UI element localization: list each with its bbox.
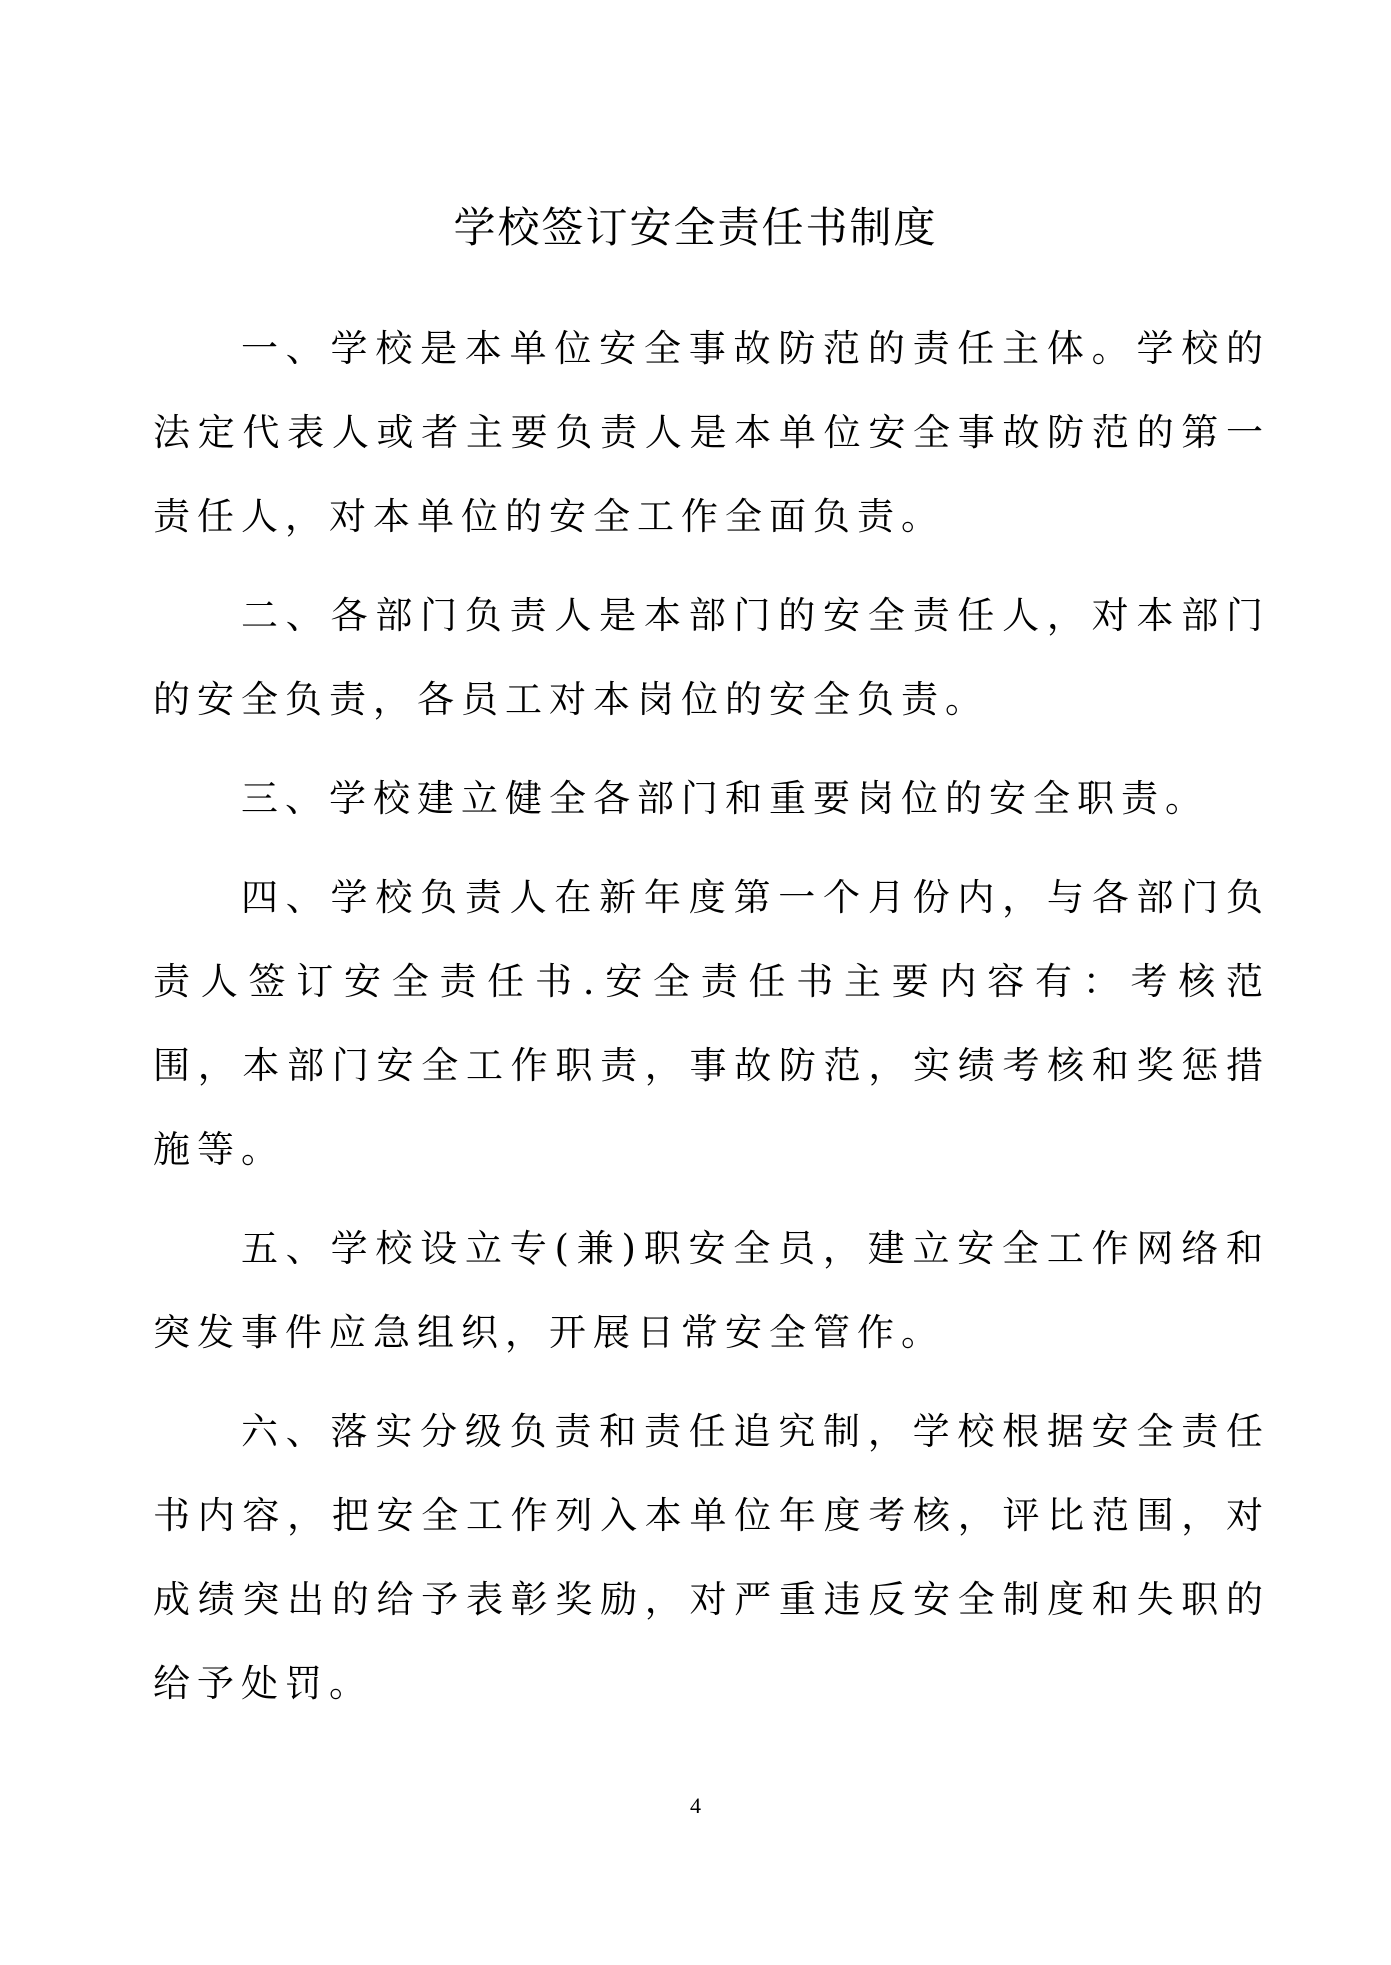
- paragraph-2: 二、各部门负责人是本部门的安全责任人，对本部门的安全负责，各员工对本岗位的安全负责。: [153, 594, 1270, 721]
- page-title: 学校签订安全责任书制度: [453, 203, 938, 252]
- paragraph-6: 六、落实分级负责和责任追究制，学校根据安全责任书内容，把安全工作列入本单位年度考核，评比范围，对成绩突出的给予表彰奖励，对严重违反安全制度和失职的给予处罚。: [153, 1410, 1270, 1705]
- paragraph-3: 三、学校建立健全各部门和重要岗位的安全职责。: [241, 777, 1209, 820]
- document-body: [153, 307, 1270, 1741]
- paragraph-4: 四、学校负责人在新年度第一个月份内，与各部门负责人签订安全责任书.安全责任书主要内容有：考核范围，本部门安全工作职责，事故防范，实绩考核和奖惩措施等。: [153, 876, 1270, 1171]
- paragraph-1: 一、学校是本单位安全事故防范的责任主体。学校的法定代表人或者主要负责人是本单位安全事故防范的第一责任人，对本单位的安全工作全面负责。: [153, 327, 1270, 538]
- paragraph-5: 五、学校设立专(兼)职安全员，建立安全工作网络和突发事件应急组织，开展日常安全管作。: [153, 1227, 1270, 1354]
- page-number: 4: [690, 1793, 701, 1818]
